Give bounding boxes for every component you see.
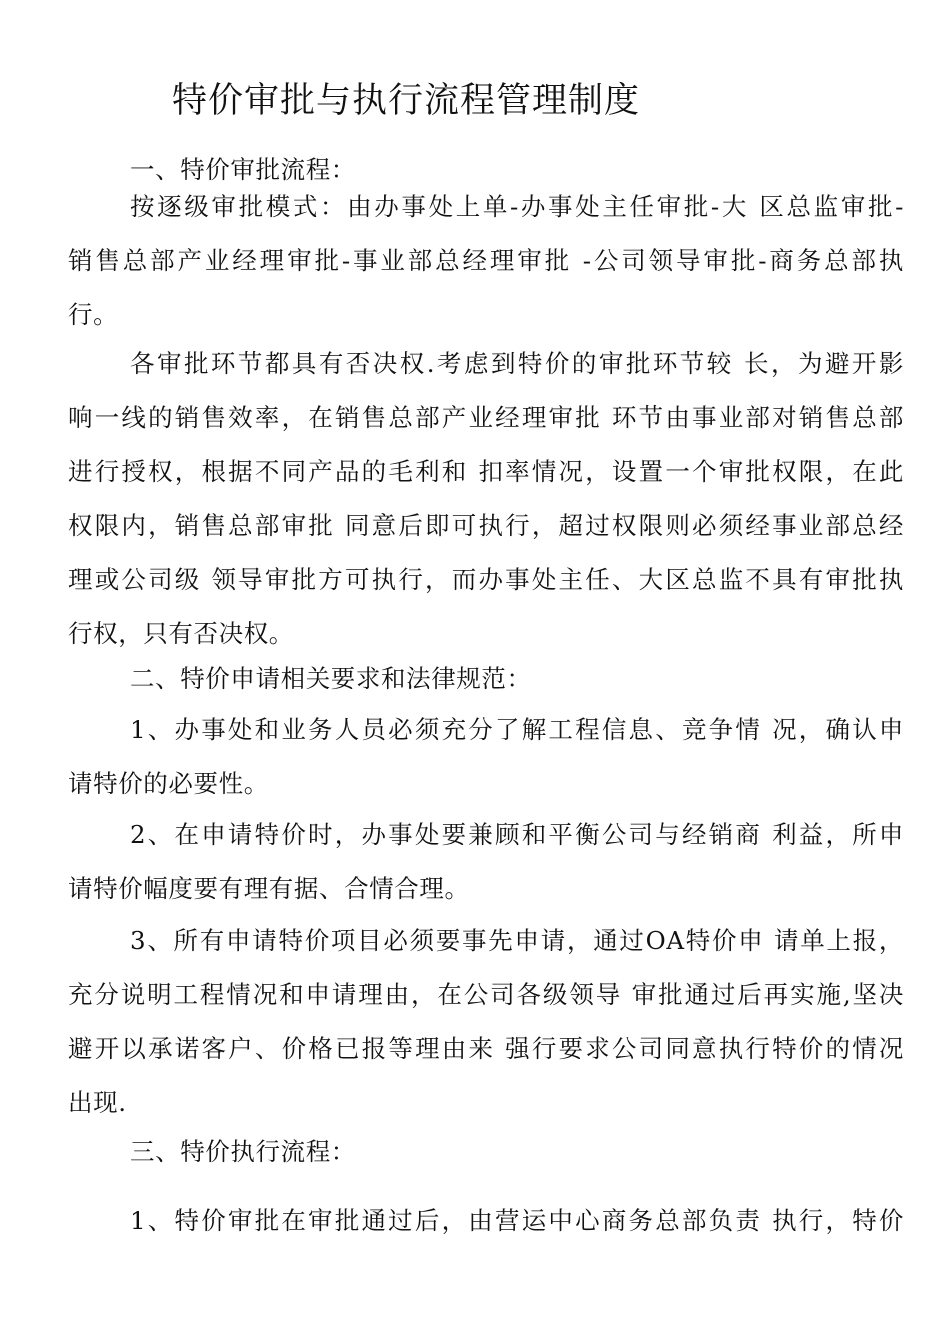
- text-line: 请特价幅度要有理有据、合情合理。: [68, 874, 470, 903]
- text-line: 1、特价审批在审批通过后，由营运中心商务总部负责 执行，特价: [130, 1206, 904, 1235]
- document-title: 特价审批与执行流程管理制度: [172, 81, 641, 121]
- text-line: 2、在申请特价时，办事处要兼顾和平衡公司与经销商 利益，所申: [130, 820, 904, 849]
- text-line: 各审批环节都具有否决权.考虑到特价的审批环节较 长，为避开影: [130, 349, 904, 378]
- text-line: 充分说明工程情况和申请理由，在公司各级领导 审批通过后再实施,坚决: [68, 980, 904, 1009]
- text-line: 理或公司级 领导审批方可执行，而办事处主任、大区总监不具有审批执: [68, 565, 904, 594]
- text-line: 1、办事处和业务人员必须充分了解工程信息、竞争情 况，确认申: [130, 715, 904, 744]
- text-line: 响一线的销售效率，在销售总部产业经理审批 环节由事业部对销售总部: [68, 403, 904, 432]
- text-line: 销售总部产业经理审批-事业部总经理审批 -公司领导审批-商务总部执: [68, 246, 904, 275]
- heading-text: 三、特价执行流程：: [130, 1137, 356, 1166]
- section-heading-execution: [68, 1125, 904, 1179]
- list-item-execution-1: [68, 1194, 904, 1248]
- heading-text: 一、特价审批流程：: [130, 155, 356, 184]
- text-line: 请特价的必要性。: [68, 769, 269, 798]
- section-heading-requirements: [68, 652, 904, 706]
- paragraph-approval-mode: [68, 180, 904, 342]
- text-line: 行权，只有否决权。: [68, 619, 294, 648]
- text-line: 3、所有申请特价项目必须要事先申请，通过OA特价申 请单上报，: [130, 926, 904, 955]
- text-line: 进行授权，根据不同产品的毛利和 扣率情况，设置一个审批权限，在此: [68, 457, 904, 486]
- text-line: 避开以承诺客户、价格已报等理由来 强行要求公司同意执行特价的情况: [68, 1034, 904, 1063]
- list-item-requirement-1: [68, 703, 904, 811]
- list-item-requirement-2: [68, 808, 904, 916]
- paragraph-veto-rights: [68, 337, 904, 661]
- heading-text: 二、特价申请相关要求和法律规范：: [130, 664, 532, 693]
- text-line: 行。: [68, 300, 119, 329]
- text-line: 出现.: [68, 1088, 127, 1117]
- text-line: 权限内，销售总部审批 同意后即可执行，超过权限则必须经事业部总经: [68, 511, 904, 540]
- list-item-requirement-3: [68, 914, 904, 1130]
- text-line: 按逐级审批模式：由办事处上单-办事处主任审批-大 区总监审批-: [130, 192, 904, 221]
